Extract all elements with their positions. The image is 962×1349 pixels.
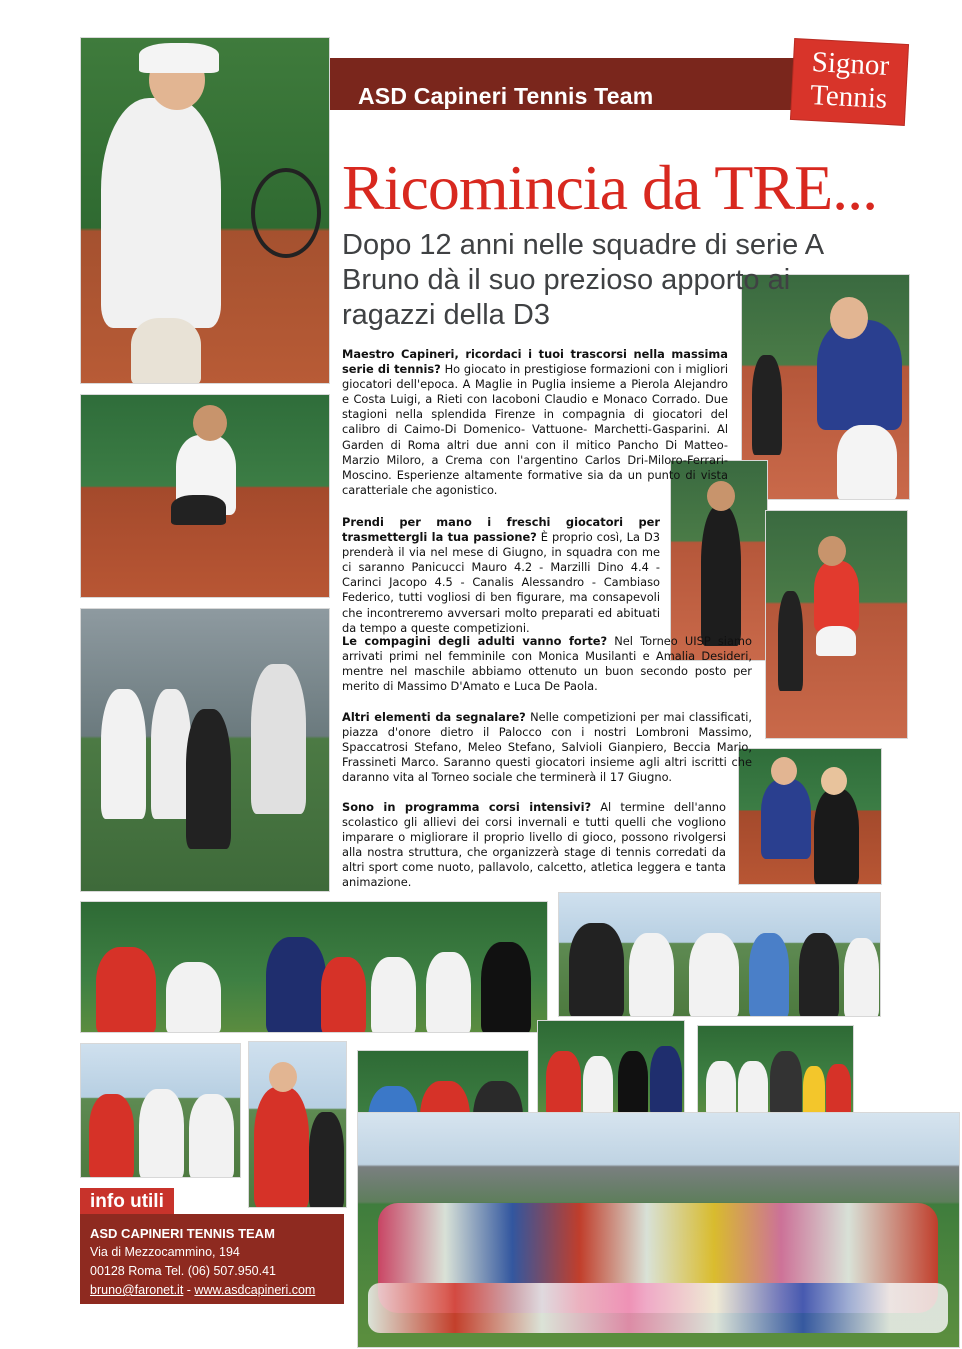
info-heading: info utili: [80, 1188, 174, 1216]
website-link[interactable]: www.asdcapineri.com: [194, 1283, 316, 1297]
logo-line-1: Signor: [810, 46, 890, 83]
photo-team-row: [80, 901, 548, 1033]
article-subtitle: Dopo 12 anni nelle squadre di serie A Bruno dà il suo prezioso apporto ai ragazzi della D3: [342, 229, 823, 331]
question-3: Le compagini degli adulti vanno forte?: [342, 634, 608, 648]
article-paragraph-2: [342, 515, 660, 636]
photo-coach-and-girl: [248, 1041, 347, 1208]
info-separator: -: [183, 1283, 195, 1297]
article-paragraph-3: [342, 634, 752, 694]
answer-3: Nel Torneo UISP siamo arrivati primi nel femminile con Monica Musilanti e Amalia Desideri, mentre nel maschile abbiamo ottenuto un buon secondo posto per merito di Massimo D'Amato e Luca De Paola.: [342, 634, 752, 694]
photo-three-boys: [80, 1043, 241, 1178]
info-city-phone: 00128 Roma Tel. (06) 507.950.41: [90, 1264, 277, 1278]
info-address: Via di Mezzocammino, 194: [90, 1245, 240, 1259]
photo-group-on-court: [80, 608, 330, 892]
question-2: Prendi per mano i freschi giocatori per trasmettergli la tua passione?: [342, 515, 660, 545]
question-1: Maestro Capineri, ricordaci i tuoi trascorsi nella massima serie di tennis?: [342, 347, 728, 377]
photo-big-group: [357, 1112, 960, 1348]
info-box: [80, 1188, 344, 1304]
photo-kids-row: [558, 892, 881, 1017]
email-link[interactable]: bruno@faronet.it: [90, 1283, 184, 1297]
article-paragraph-1: [342, 347, 728, 498]
answer-2: È proprio così, La D3 prenderà il via nel mese di Giugno, in squadra con me ci saranno Panicucci Mauro 4.2 - Marzilli Dino 4.4 - Carinci Jacopo 4.5 - Canalis Alessandro - Cambiaso Federico, tutti vogliosi di ben figurare, ma consapevoli che incontreremo avversari molto preparati ed abituati da tempo a queste competizioni.: [342, 530, 660, 635]
photo-coach-serving: [80, 37, 330, 384]
photo-coach-and-woman: [738, 748, 882, 885]
signor-tennis-logo: [791, 39, 908, 125]
answer-5: Al termine dell'anno scolastico gli allievi dei corsi invernali e tutti quelli che vogliono imparare o migliorare il proprio livello di gioco, possono rivolgersi alla nostra struttura, che organizzerà stage di tennis corredati da altri sport come nuoto, pallavolo, calcetto, atletica leggera e tanta animazione.: [342, 800, 726, 890]
header-band: [330, 58, 800, 110]
info-contacts: [80, 1214, 344, 1304]
answer-4: Nelle competizioni per mai classificati, piazza d'onore dietro il Palocco con i nostri Lombroni Massimo, Spaccatrosi Stefano, Meleo Stefano, Salvioli Gianpiero, Beccia Mario, Frassineti Marco. Saranno questi giocatori insieme agli altri iscritti che daranno vita al Torneo sociale che terminerà il 17 Giugno.: [342, 710, 753, 785]
photo-boy-jumping: [765, 510, 908, 739]
info-links: [90, 1281, 334, 1300]
article-paragraph-4: [342, 710, 752, 785]
article-title: Ricomincia da TRE...: [342, 152, 878, 223]
logo-line-2: Tennis: [809, 78, 888, 115]
photo-small-group-a: [537, 1020, 685, 1115]
photo-small-group-b: [697, 1025, 854, 1115]
photo-boy-forehand: [80, 394, 330, 598]
club-name: ASD Capineri Tennis Team: [358, 83, 654, 109]
info-org: ASD CAPINERI TENNIS TEAM: [90, 1226, 275, 1241]
question-4: Altri elementi da segnalare?: [342, 710, 526, 724]
article-paragraph-5: [342, 800, 726, 891]
answer-1: Ho giocato in prestigiose formazioni con i migliori giocatori dell'epoca. A Maglie in Puglia insieme a Pierola Alejandro e Costa Luigi, a Rieti con Iacoboni Claudio e Monaco Corrado. Due stagioni nella splendida Firenze in compagnia di giocatori del calibro di Caimo-Di Domenico- Vattuone- Marchetti-Gasparini. Al Garden di Roma altri due anni con il mitico Pancho Di Matteo-Marzio Miloro, a Crema con l'argentino Carlos Dri-Miloro-Ferrari-Moscino. Esperienze altamente formative sia da un punto di vista caratteriale che agonistico.: [342, 362, 728, 497]
question-5: Sono in programma corsi intensivi?: [342, 800, 592, 814]
